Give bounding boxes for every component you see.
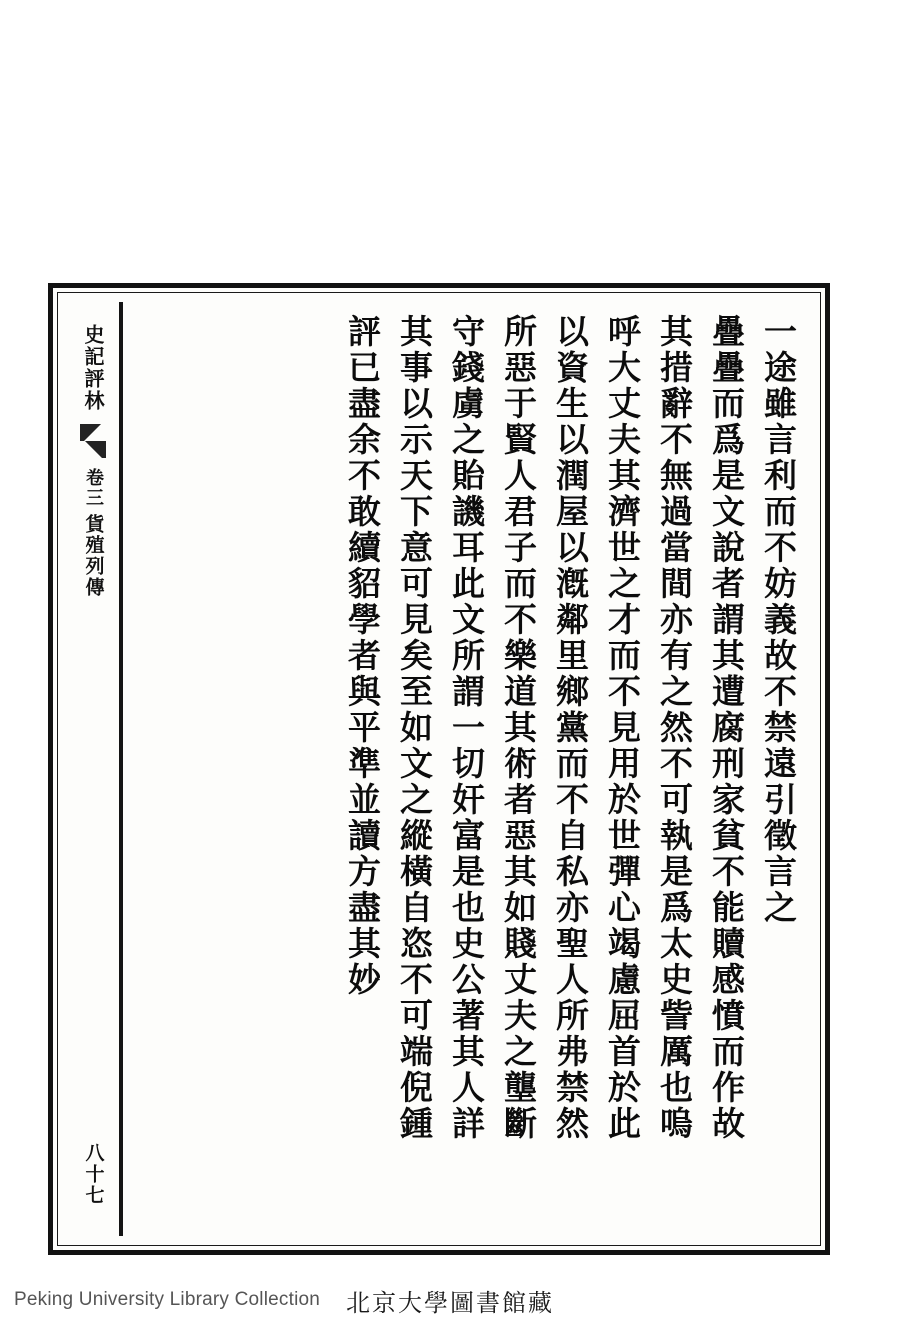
main-text-body	[131, 304, 809, 1236]
text-column: 其事以示天下意可見矣至如文之縱橫自恣不可端倪鍾	[395, 314, 434, 1142]
collection-credit-chinese: 北京大學圖書館藏	[346, 1288, 555, 1317]
woodblock-frame	[48, 283, 830, 1255]
scanned-page-image	[40, 275, 840, 1265]
book-title-vertical: 史記評林	[81, 324, 105, 412]
text-column: 呼大丈夫其濟世之才而不見用於世彈心竭慮屈首於此	[603, 314, 642, 1142]
page-number-vertical: 八十七	[82, 1143, 105, 1206]
text-column: 所惡于賢人君子而不樂道其術者惡其如賤丈夫之壟斷	[499, 314, 538, 1142]
center-fold-column	[67, 302, 123, 1236]
fishtail-ornament-icon	[80, 424, 106, 458]
collection-credit-english: Peking University Library Collection	[14, 1289, 321, 1310]
text-column: 疊疊而爲是文說者謂其遭腐刑家貧不能贖感憤而作故	[707, 314, 746, 1142]
collection-credit	[0, 1280, 900, 1320]
text-column: 守錢虜之貽譏耳此文所謂一切奸富是也史公著其人詳	[447, 314, 486, 1142]
volume-label-vertical: 卷三	[83, 468, 104, 508]
text-column: 其措辭不無過當間亦有之然不可執是爲太史訾厲也嗚	[655, 314, 694, 1142]
text-column: 一途雖言利而不妨義故不禁遠引徵言之	[759, 314, 798, 926]
text-column: 評已盡余不敢續貂學者與平準並讀方盡其妙	[343, 314, 382, 998]
text-column: 以資生以潤屋以漑鄰里鄉黨而不自私亦聖人所弗禁然	[551, 314, 590, 1142]
chapter-title-vertical: 貨殖列傳	[82, 514, 105, 598]
